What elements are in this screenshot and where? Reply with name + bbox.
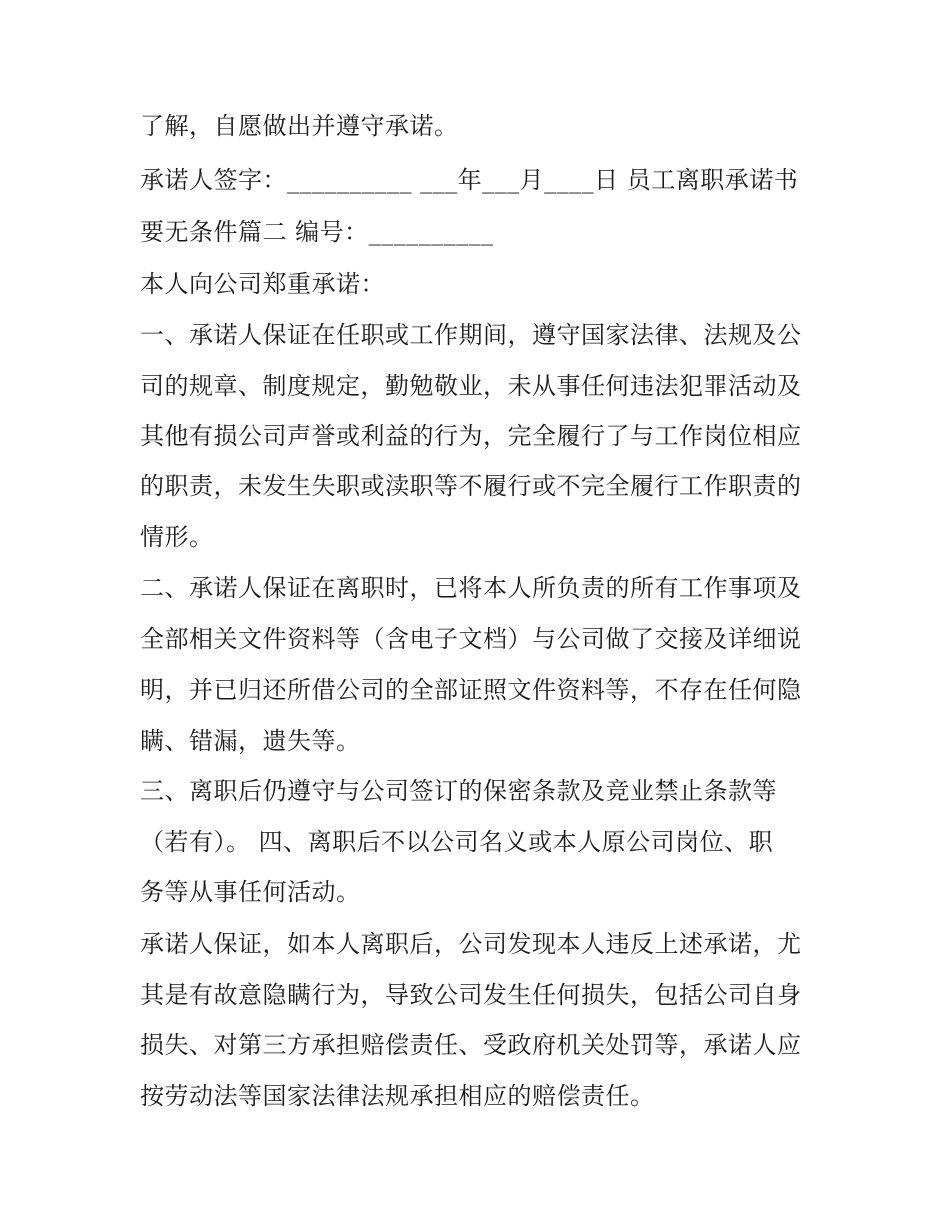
document-number-line: 要无条件篇二 编号：__________: [140, 218, 494, 246]
text-line: 本人向公司郑重承诺：: [140, 270, 385, 298]
text-line: 的职责，未发生失职或渎职等不履行或不完全履行工作职责的: [140, 472, 802, 500]
text-line: 情形。: [140, 523, 214, 551]
text-line: 瞒、错漏，遗失等。: [140, 727, 361, 755]
text-line: 二、承诺人保证在离职时，已将本人所负责的所有工作事项及: [140, 574, 802, 602]
text-line: 其他有损公司声誉或利益的行为，完全履行了与工作岗位相应: [140, 422, 802, 450]
text-line: 其是有故意隐瞒行为，导致公司发生任何损失，包括公司自身: [140, 981, 802, 1009]
signature-line: 承诺人签字：__________ ___年___月____日 员工离职承诺书: [140, 166, 799, 194]
text-line: 明，并已归还所借公司的全部证照文件资料等，不存在任何隐: [140, 676, 802, 704]
text-line: 务等从事任何活动。: [140, 878, 361, 906]
text-line: 按劳动法等国家法律法规承担相应的赔偿责任。: [140, 1082, 655, 1110]
text-line: 一、承诺人保证在任职或工作期间，遵守国家法律、法规及公: [140, 321, 802, 349]
text-line: 司的规章、制度规定，勤勉敬业，未从事任何违法犯罪活动及: [140, 372, 802, 400]
text-line: 承诺人保证，如本人离职后，公司发现本人违反上述承诺，尤: [140, 930, 802, 958]
text-line: 全部相关文件资料等（含电子文档）与公司做了交接及详细说: [140, 625, 802, 653]
text-line: （若有）。 四、离职后不以公司名义或本人原公司岗位、职: [140, 828, 774, 856]
text-line: 损失、对第三方承担赔偿责任、受政府机关处罚等，承诺人应: [140, 1031, 802, 1059]
text-line: 三、离职后仍遵守与公司签订的保密条款及竞业禁止条款等: [140, 777, 777, 805]
text-line: 了解，自愿做出并遵守承诺。: [140, 112, 459, 140]
